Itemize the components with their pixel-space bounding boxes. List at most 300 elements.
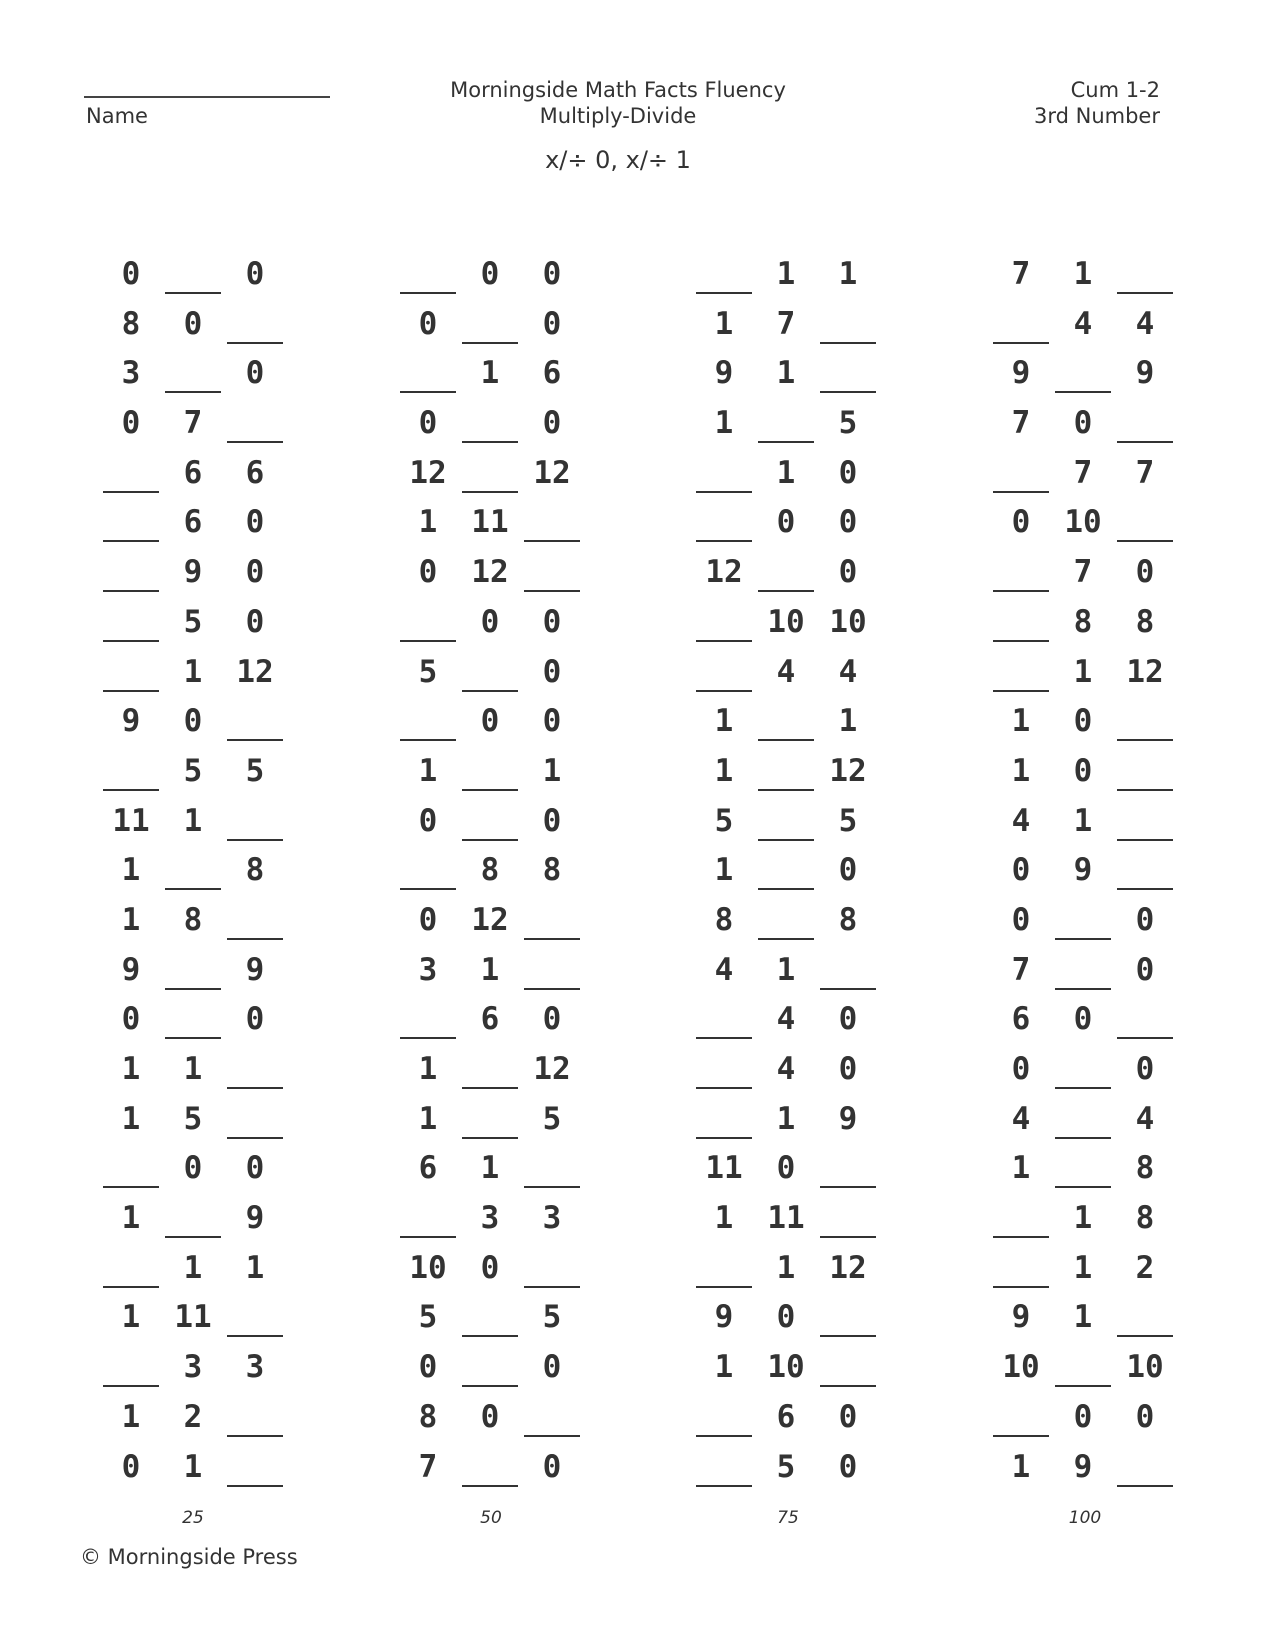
problem-number: [459, 256, 521, 296]
number-text: 12: [829, 1249, 867, 1286]
answer-blank[interactable]: [1114, 504, 1176, 544]
number-text: 0: [776, 504, 796, 541]
problem-number: [1114, 1200, 1176, 1240]
column-count-4: 100: [1068, 1508, 1102, 1528]
answer-blank[interactable]: [459, 1349, 521, 1389]
number-text: 7: [1073, 454, 1093, 491]
answer-line: [165, 888, 221, 890]
answer-blank[interactable]: [100, 1250, 162, 1290]
problem-number: [162, 554, 224, 594]
answer-line: [820, 988, 876, 990]
answer-blank[interactable]: [693, 1001, 755, 1041]
number-text: 3: [542, 1200, 562, 1237]
problem-number: [755, 504, 817, 544]
answer-line: [103, 690, 159, 692]
problem-row: [397, 1051, 593, 1101]
number-text: 4: [1011, 802, 1031, 839]
number-text: 1: [776, 454, 796, 491]
answer-line: [524, 590, 580, 592]
problem-number: [1114, 306, 1176, 346]
answer-blank[interactable]: [100, 504, 162, 544]
number-text: 0: [542, 653, 562, 690]
problem-number: [755, 1101, 817, 1141]
answer-blank[interactable]: [162, 952, 224, 992]
answer-line: [462, 789, 518, 791]
name-line[interactable]: [84, 96, 330, 98]
number-text: 7: [1073, 554, 1093, 591]
problem-row: [693, 1299, 889, 1349]
problem-row: [397, 455, 593, 505]
problem-number: [521, 852, 583, 892]
problem-row: [100, 753, 296, 803]
answer-blank[interactable]: [990, 1399, 1052, 1439]
answer-line: [400, 292, 456, 294]
answer-line: [820, 1335, 876, 1337]
problem-number: [100, 703, 162, 743]
number-text: 0: [480, 1249, 500, 1286]
answer-line: [696, 1037, 752, 1039]
number-text: 0: [838, 554, 858, 591]
problem-number: [100, 902, 162, 942]
problem-row: [693, 654, 889, 704]
answer-line: [524, 1286, 580, 1288]
number-text: 0: [838, 852, 858, 889]
problem-row: [100, 952, 296, 1002]
problem-number: [521, 1001, 583, 1041]
answer-blank[interactable]: [755, 554, 817, 594]
answer-line: [696, 491, 752, 493]
number-text: 1: [1073, 1200, 1093, 1237]
problem-number: [100, 952, 162, 992]
number-text: 1: [714, 852, 734, 889]
answer-blank[interactable]: [693, 604, 755, 644]
number-text: 4: [1135, 1100, 1155, 1137]
answer-blank[interactable]: [693, 1250, 755, 1290]
answer-blank[interactable]: [990, 554, 1052, 594]
answer-blank[interactable]: [1114, 1001, 1176, 1041]
answer-blank[interactable]: [521, 1250, 583, 1290]
answer-blank[interactable]: [397, 852, 459, 892]
problem-number: [1052, 554, 1114, 594]
answer-blank[interactable]: [397, 1200, 459, 1240]
answer-blank[interactable]: [1052, 1150, 1114, 1190]
answer-blank[interactable]: [521, 952, 583, 992]
answer-line: [400, 640, 456, 642]
number-text: 1: [418, 1100, 438, 1137]
answer-blank[interactable]: [521, 504, 583, 544]
number-text: 0: [1135, 554, 1155, 591]
answer-blank[interactable]: [100, 1349, 162, 1389]
answer-blank[interactable]: [693, 455, 755, 495]
problem-column-2: [397, 256, 593, 1498]
answer-blank[interactable]: [459, 1051, 521, 1091]
answer-blank[interactable]: [459, 1101, 521, 1141]
answer-blank[interactable]: [693, 1051, 755, 1091]
problem-row: [990, 1299, 1186, 1349]
answer-blank[interactable]: [755, 803, 817, 843]
problem-number: [224, 355, 286, 395]
answer-blank[interactable]: [990, 604, 1052, 644]
problem-number: [755, 256, 817, 296]
answer-line: [1117, 739, 1173, 741]
number-text: 1: [245, 1249, 265, 1286]
answer-blank[interactable]: [1114, 256, 1176, 296]
answer-blank[interactable]: [755, 405, 817, 445]
problem-number: [162, 1051, 224, 1091]
number-text: 8: [245, 852, 265, 889]
problem-row: [990, 1101, 1186, 1151]
problem-number: [162, 405, 224, 445]
problem-number: [693, 306, 755, 346]
problem-number: [397, 1250, 459, 1290]
problem-row: [693, 256, 889, 306]
answer-blank[interactable]: [459, 306, 521, 346]
answer-line: [462, 1137, 518, 1139]
answer-blank[interactable]: [755, 753, 817, 793]
answer-line: [103, 789, 159, 791]
problem-number: [459, 1200, 521, 1240]
problem-number: [521, 306, 583, 346]
number-text: 9: [121, 951, 141, 988]
answer-blank[interactable]: [100, 1150, 162, 1190]
answer-blank[interactable]: [224, 803, 286, 843]
answer-line: [400, 1236, 456, 1238]
answer-line: [227, 1435, 283, 1437]
problem-number: [397, 1051, 459, 1091]
number-text: 0: [1135, 901, 1155, 938]
answer-blank[interactable]: [224, 405, 286, 445]
number-text: 1: [183, 1051, 203, 1087]
number-text: 5: [776, 1448, 796, 1485]
problem-number: [521, 604, 583, 644]
answer-blank[interactable]: [1114, 753, 1176, 793]
answer-line: [165, 1037, 221, 1039]
number-text: 4: [1073, 305, 1093, 342]
number-text: 0: [838, 1051, 858, 1087]
number-text: 1: [480, 355, 500, 392]
problem-number: [162, 654, 224, 694]
answer-blank[interactable]: [817, 306, 879, 346]
problem-number: [224, 256, 286, 296]
number-text: 3: [245, 1349, 265, 1386]
number-text: 0: [183, 703, 203, 740]
answer-blank[interactable]: [817, 1200, 879, 1240]
problem-number: [1052, 256, 1114, 296]
problem-row: [397, 852, 593, 902]
number-text: 0: [418, 305, 438, 342]
number-text: 9: [245, 951, 265, 988]
answer-line: [462, 1335, 518, 1337]
answer-blank[interactable]: [459, 405, 521, 445]
answer-line: [103, 540, 159, 542]
number-text: 5: [542, 1299, 562, 1336]
answer-blank[interactable]: [162, 1200, 224, 1240]
answer-blank[interactable]: [459, 1449, 521, 1489]
answer-blank[interactable]: [693, 504, 755, 544]
number-text: 0: [542, 802, 562, 839]
answer-blank[interactable]: [397, 355, 459, 395]
answer-blank[interactable]: [162, 1001, 224, 1041]
problem-number: [521, 753, 583, 793]
problem-number: [1052, 703, 1114, 743]
number-text: 0: [1073, 405, 1093, 442]
problem-number: [1114, 1051, 1176, 1091]
problem-row: [397, 306, 593, 356]
answer-blank[interactable]: [100, 604, 162, 644]
answer-blank[interactable]: [1052, 1349, 1114, 1389]
answer-blank[interactable]: [1052, 1101, 1114, 1141]
answer-line: [993, 590, 1049, 592]
answer-blank[interactable]: [1052, 355, 1114, 395]
answer-line: [696, 540, 752, 542]
answer-blank[interactable]: [990, 1200, 1052, 1240]
answer-blank[interactable]: [817, 1299, 879, 1339]
answer-blank[interactable]: [693, 654, 755, 694]
answer-blank[interactable]: [521, 1150, 583, 1190]
number-text: 8: [1135, 1200, 1155, 1237]
problem-number: [162, 803, 224, 843]
number-text: 0: [121, 1001, 141, 1038]
problem-row: [100, 1200, 296, 1250]
number-text: 7: [1011, 951, 1031, 988]
number-text: 0: [245, 355, 265, 392]
answer-blank[interactable]: [521, 902, 583, 942]
problem-row: [693, 1200, 889, 1250]
problem-row: [990, 753, 1186, 803]
answer-blank[interactable]: [1114, 1299, 1176, 1339]
answer-blank[interactable]: [693, 1399, 755, 1439]
problem-number: [990, 405, 1052, 445]
problem-number: [1052, 455, 1114, 495]
answer-line: [400, 739, 456, 741]
answer-blank[interactable]: [224, 1101, 286, 1141]
answer-blank[interactable]: [693, 1449, 755, 1489]
problem-number: [755, 1150, 817, 1190]
problem-number: [817, 1449, 879, 1489]
answer-blank[interactable]: [817, 952, 879, 992]
answer-blank[interactable]: [224, 902, 286, 942]
answer-blank[interactable]: [397, 703, 459, 743]
number-text: 10: [767, 1349, 805, 1386]
answer-line: [103, 640, 159, 642]
answer-blank[interactable]: [459, 455, 521, 495]
answer-blank[interactable]: [755, 703, 817, 743]
answer-blank[interactable]: [459, 1299, 521, 1339]
answer-blank[interactable]: [459, 654, 521, 694]
problem-row: [990, 1200, 1186, 1250]
problem-number: [693, 355, 755, 395]
problem-number: [397, 554, 459, 594]
problem-number: [817, 1101, 879, 1141]
answer-blank[interactable]: [397, 604, 459, 644]
answer-blank[interactable]: [755, 852, 817, 892]
number-text: 0: [183, 1150, 203, 1187]
answer-blank[interactable]: [1052, 952, 1114, 992]
answer-blank[interactable]: [397, 1001, 459, 1041]
number-text: 1: [418, 752, 438, 789]
answer-blank[interactable]: [459, 803, 521, 843]
problem-row: [693, 1250, 889, 1300]
problem-number: [162, 455, 224, 495]
answer-blank[interactable]: [1114, 852, 1176, 892]
answer-blank[interactable]: [224, 1299, 286, 1339]
answer-line: [1117, 888, 1173, 890]
answer-line: [758, 839, 814, 841]
answer-blank[interactable]: [397, 256, 459, 296]
number-text: 2: [183, 1398, 203, 1435]
problem-row: [990, 256, 1186, 306]
problem-number: [817, 1250, 879, 1290]
number-text: 9: [838, 1100, 858, 1137]
number-text: 0: [542, 256, 562, 292]
answer-line: [165, 988, 221, 990]
answer-blank[interactable]: [459, 753, 521, 793]
answer-blank[interactable]: [755, 902, 817, 942]
problem-row: [693, 1349, 889, 1399]
problem-number: [1052, 852, 1114, 892]
answer-blank[interactable]: [100, 753, 162, 793]
number-text: 0: [776, 1299, 796, 1336]
answer-line: [524, 540, 580, 542]
number-text: 12: [236, 653, 274, 690]
number-text: 1: [121, 1051, 141, 1087]
problem-number: [755, 455, 817, 495]
number-text: 1: [183, 653, 203, 690]
problem-number: [990, 703, 1052, 743]
answer-line: [758, 888, 814, 890]
answer-blank[interactable]: [100, 654, 162, 694]
answer-blank[interactable]: [100, 554, 162, 594]
answer-line: [524, 1186, 580, 1188]
number-text: 11: [471, 504, 509, 541]
answer-line: [696, 1485, 752, 1487]
answer-blank[interactable]: [693, 256, 755, 296]
number-text: 0: [1073, 752, 1093, 789]
answer-blank[interactable]: [1114, 405, 1176, 445]
problem-number: [817, 1399, 879, 1439]
problem-row: [990, 952, 1186, 1002]
problem-row: [100, 1399, 296, 1449]
number-text: 12: [533, 1051, 571, 1087]
answer-blank[interactable]: [817, 1349, 879, 1389]
answer-blank[interactable]: [1052, 902, 1114, 942]
problem-number: [990, 504, 1052, 544]
answer-blank[interactable]: [693, 1101, 755, 1141]
problem-row: [693, 1150, 889, 1200]
answer-blank[interactable]: [224, 1399, 286, 1439]
problem-row: [693, 604, 889, 654]
answer-blank[interactable]: [162, 355, 224, 395]
answer-blank[interactable]: [990, 306, 1052, 346]
number-text: 0: [1011, 852, 1031, 889]
answer-blank[interactable]: [521, 554, 583, 594]
answer-line: [462, 441, 518, 443]
problem-number: [693, 952, 755, 992]
number-text: 0: [1011, 901, 1031, 938]
number-text: 1: [714, 1349, 734, 1386]
answer-line: [400, 888, 456, 890]
problem-number: [755, 1051, 817, 1091]
answer-blank[interactable]: [990, 455, 1052, 495]
number-text: 12: [1126, 653, 1164, 690]
problem-number: [100, 1101, 162, 1141]
answer-blank[interactable]: [100, 455, 162, 495]
answer-line: [758, 441, 814, 443]
problem-number: [521, 1349, 583, 1389]
problem-row: [693, 554, 889, 604]
problem-row: [693, 455, 889, 505]
answer-blank[interactable]: [817, 1150, 879, 1190]
answer-line: [696, 292, 752, 294]
problem-row: [100, 703, 296, 753]
problem-number: [990, 803, 1052, 843]
number-text: 3: [480, 1200, 500, 1237]
problem-number: [521, 355, 583, 395]
number-text: 8: [1135, 603, 1155, 640]
number-text: 0: [542, 1349, 562, 1386]
answer-line: [227, 342, 283, 344]
problem-row: [397, 355, 593, 405]
number-text: 0: [776, 1150, 796, 1187]
answer-line: [524, 938, 580, 940]
problem-row: [990, 902, 1186, 952]
problem-number: [100, 256, 162, 296]
number-text: 7: [1011, 405, 1031, 442]
problem-row: [397, 654, 593, 704]
number-text: 0: [121, 1448, 141, 1485]
problem-number: [100, 803, 162, 843]
answer-blank[interactable]: [1114, 1449, 1176, 1489]
problem-number: [521, 1101, 583, 1141]
problem-number: [817, 902, 879, 942]
answer-blank[interactable]: [817, 355, 879, 395]
problem-row: [397, 1150, 593, 1200]
answer-line: [1117, 441, 1173, 443]
problem-number: [990, 1101, 1052, 1141]
answer-blank[interactable]: [1114, 803, 1176, 843]
problem-number: [1114, 902, 1176, 942]
number-text: 0: [1011, 1051, 1031, 1087]
answer-blank[interactable]: [224, 1051, 286, 1091]
problem-number: [693, 1150, 755, 1190]
answer-blank[interactable]: [224, 703, 286, 743]
number-text: 12: [471, 901, 509, 938]
answer-blank[interactable]: [1114, 703, 1176, 743]
answer-blank[interactable]: [224, 1449, 286, 1489]
answer-blank[interactable]: [521, 1399, 583, 1439]
problem-number: [162, 753, 224, 793]
answer-blank[interactable]: [162, 852, 224, 892]
number-text: 5: [714, 802, 734, 839]
problem-row: [990, 355, 1186, 405]
problem-row: [100, 504, 296, 554]
answer-blank[interactable]: [162, 256, 224, 296]
problem-number: [990, 1349, 1052, 1389]
answer-blank[interactable]: [990, 654, 1052, 694]
problem-number: [459, 1250, 521, 1290]
answer-line: [462, 839, 518, 841]
answer-blank[interactable]: [1052, 1051, 1114, 1091]
problem-number: [693, 803, 755, 843]
problem-number: [755, 1349, 817, 1389]
problem-number: [1052, 306, 1114, 346]
column-count-1: 25: [182, 1508, 204, 1528]
answer-line: [103, 1385, 159, 1387]
problem-number: [224, 1250, 286, 1290]
answer-blank[interactable]: [224, 306, 286, 346]
problem-number: [1052, 604, 1114, 644]
answer-blank[interactable]: [990, 1250, 1052, 1290]
